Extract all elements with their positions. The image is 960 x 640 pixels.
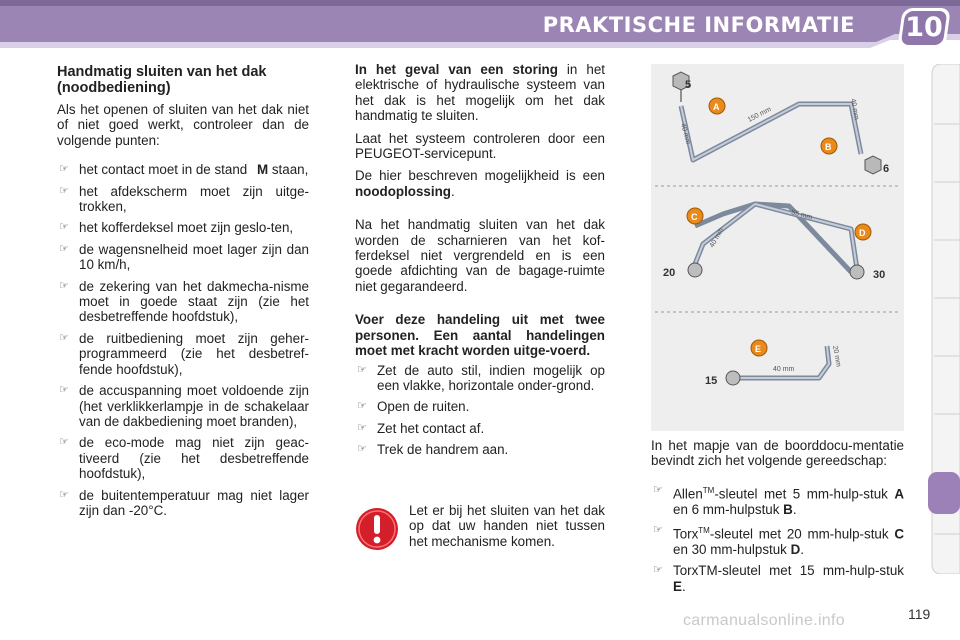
check-item-post: staan, — [268, 162, 309, 178]
service-paragraph: Laat het systeem controleren door een PEUGEOT-servicepunt. — [355, 130, 605, 162]
column-right — [651, 438, 904, 600]
pointing-hand-icon: ☞ — [59, 331, 69, 344]
dim-40-c: 40 mm — [708, 226, 726, 249]
check-item — [57, 220, 309, 235]
pointing-hand-icon: ☞ — [59, 163, 69, 176]
tool-key-1: A — [894, 486, 904, 502]
column-middle — [355, 62, 605, 464]
tool-end: . — [792, 501, 797, 517]
pointing-hand-icon: ☞ — [357, 400, 367, 413]
check-item-text: het contact moet in de stand — [79, 162, 251, 178]
emergency-pre: De hier beschreven mogelijkheid is een — [355, 168, 605, 184]
size-15-label: 15 — [705, 375, 718, 387]
dim-55: 55 mm — [790, 209, 813, 222]
key-b-label: B — [825, 142, 832, 152]
tool-desc: -sleutel met 5 mm-hulp-stuk — [714, 486, 895, 502]
warning-text: Let er bij het sluiten van het dak op dat uw handen niet tussen het mechanisme komen. — [409, 503, 605, 549]
pointing-hand-icon: ☞ — [653, 483, 663, 496]
check-item-text: het kofferdeksel moet zijn geslo-ten, — [79, 220, 294, 236]
step-item-text: Zet het contact af. — [377, 420, 485, 436]
step-item-text: Trek de handrem aan. — [377, 442, 509, 458]
dim-150: 150 mm — [746, 106, 773, 124]
pointing-hand-icon: ☞ — [59, 242, 69, 255]
storing-paragraph — [355, 62, 605, 124]
pointing-hand-icon: ☞ — [357, 443, 367, 456]
check-item — [57, 242, 309, 273]
key-a-label: A — [713, 102, 720, 112]
torx-15-key-drawing — [705, 340, 842, 387]
pointing-hand-icon: ☞ — [357, 421, 367, 434]
tool-key-2: D — [790, 541, 801, 557]
pointing-hand-icon: ☞ — [653, 564, 663, 577]
trademark: TM — [702, 485, 715, 495]
tool-end: . — [800, 541, 804, 557]
step-item — [355, 399, 605, 414]
check-item-text: het afdekscherm moet zijn uitge-trokken, — [79, 183, 309, 215]
pointing-hand-icon: ☞ — [59, 436, 69, 449]
pointing-hand-icon: ☞ — [653, 524, 663, 537]
emergency-bold: noodoplossing — [355, 183, 451, 199]
emergency-post: . — [450, 183, 455, 199]
tools-intro: In het mapje van de boorddocu-mentatie bevindt zich het volgende gereedschap: — [651, 438, 904, 469]
tool-item — [651, 523, 904, 557]
chapter-tabs[interactable] — [928, 64, 960, 574]
check-item — [57, 383, 309, 429]
torx-key-drawing — [663, 204, 885, 281]
step-item — [355, 363, 605, 394]
trademark: TM — [698, 526, 710, 536]
step-item — [355, 421, 605, 436]
check-item — [57, 331, 309, 377]
step-item — [355, 442, 605, 457]
step-item-text: Zet de auto stil, indien mogelijk op een vlakke, horizontale onder-grond. — [377, 362, 605, 393]
size-6-label: 6 — [883, 163, 890, 175]
two-persons-paragraph — [355, 312, 605, 358]
tool-name: Torx — [673, 526, 699, 542]
size-5-label: 5 — [685, 79, 692, 91]
check-item — [57, 184, 309, 215]
check-item — [57, 435, 309, 481]
tool-end: . — [681, 578, 686, 594]
check-item-text: de zekering van het dakmecha-nisme moet in goede staat zijn (zie het desbetreffende hoofdstuk), — [79, 278, 309, 325]
page-header — [0, 0, 960, 52]
pointing-hand-icon: ☞ — [59, 279, 69, 292]
tool-desc: -sleutel met 20 mm-hulp-stuk — [709, 526, 895, 542]
dim-40-b: 40 mm — [849, 98, 860, 121]
two-persons-bold: Voer deze handeling uit met twee personen. Een aantal handelingen moet met kracht worden uitge-voerd. — [355, 312, 605, 359]
step-item-text: Open de ruiten. — [377, 399, 470, 415]
pointing-hand-icon: ☞ — [59, 384, 69, 397]
tool-key-1: E — [673, 578, 682, 594]
check-item-text: de eco-mode mag niet zijn geac-tiveerd (zie het desbetreffende hoofdstuk), — [79, 435, 309, 482]
check-item-text: de ruitbediening moet zijn geher-programmeerd (zie het desbetref-fende hoofdstuk), — [79, 330, 309, 377]
emergency-paragraph — [355, 168, 605, 199]
steps-list — [355, 363, 605, 458]
hinges-paragraph: Na het handmatig sluiten van het dak worden de scharnieren van het kof-ferdeksel niet vergrendeld en is een goede afdichting van de bagage-ruimte niet gegarandeerd. — [355, 217, 605, 294]
intro-paragraph: Als het openen of sluiten van het dak niet of niet goed werkt, controleer dan de volgende punten: — [57, 102, 309, 148]
check-item-text: de wagensnelheid moet lager zijn dan 10 km/h, — [79, 241, 309, 273]
pointing-hand-icon: ☞ — [59, 221, 69, 234]
tool-key-2: B — [783, 501, 793, 517]
storing-bold: In het geval van een storing — [355, 62, 558, 77]
tools-diagram — [651, 64, 904, 431]
check-list — [57, 162, 309, 518]
check-item-text: de buitentemperatuur mag niet lager zijn dan -20°C. — [79, 487, 309, 518]
pointing-hand-icon: ☞ — [59, 184, 69, 197]
dim-20: 20 mm — [831, 345, 842, 368]
check-item-bold: M — [256, 162, 269, 178]
check-item — [57, 488, 309, 519]
tool-desc-2: en 30 mm-hulpstuk — [673, 541, 791, 557]
size-20-label: 20 — [663, 267, 676, 279]
allen-key-drawing — [673, 72, 889, 175]
tool-item — [651, 563, 904, 594]
size-30-label: 30 — [873, 269, 886, 281]
tool-key-1: C — [894, 526, 904, 542]
pointing-hand-icon: ☞ — [357, 363, 367, 376]
key-e-label: E — [755, 344, 762, 354]
section-title: Handmatig sluiten van het dak (noodbediening) — [57, 64, 267, 96]
tools-list — [651, 483, 904, 594]
key-d-label: D — [859, 228, 866, 238]
pointing-hand-icon: ☞ — [59, 488, 69, 501]
check-item — [57, 162, 309, 177]
warning-icon — [355, 507, 399, 551]
storing-text: in het elektrische of hydraulische systeem van het dak is het mogelijk om het dak handmatig te sluiten. — [355, 62, 606, 124]
tool-item — [651, 483, 904, 517]
tool-name: TorxTM-sleutel met 15 mm-hulp-stuk — [673, 563, 904, 579]
check-item-text: de accuspanning moet voldoende zijn (het verklikkerlampje in de schakelaar van de dakbediening moet branden), — [79, 383, 309, 429]
page-number: 119 — [908, 606, 931, 622]
tools-illustration — [651, 64, 904, 431]
header-title: PRAKTISCHE INFORMATIE — [542, 13, 855, 37]
tool-name: Allen — [673, 486, 703, 502]
check-item — [57, 279, 309, 325]
key-c-label: C — [691, 212, 698, 222]
dim-40-e: 40 mm — [773, 366, 795, 373]
chapter-number: 10 — [905, 12, 943, 43]
watermark: carmanualsonline.info — [683, 612, 845, 629]
dim-40-a: 40 mm — [679, 122, 692, 146]
column-left — [57, 64, 309, 524]
tool-desc-2: en 6 mm-hulpstuk — [673, 501, 784, 517]
